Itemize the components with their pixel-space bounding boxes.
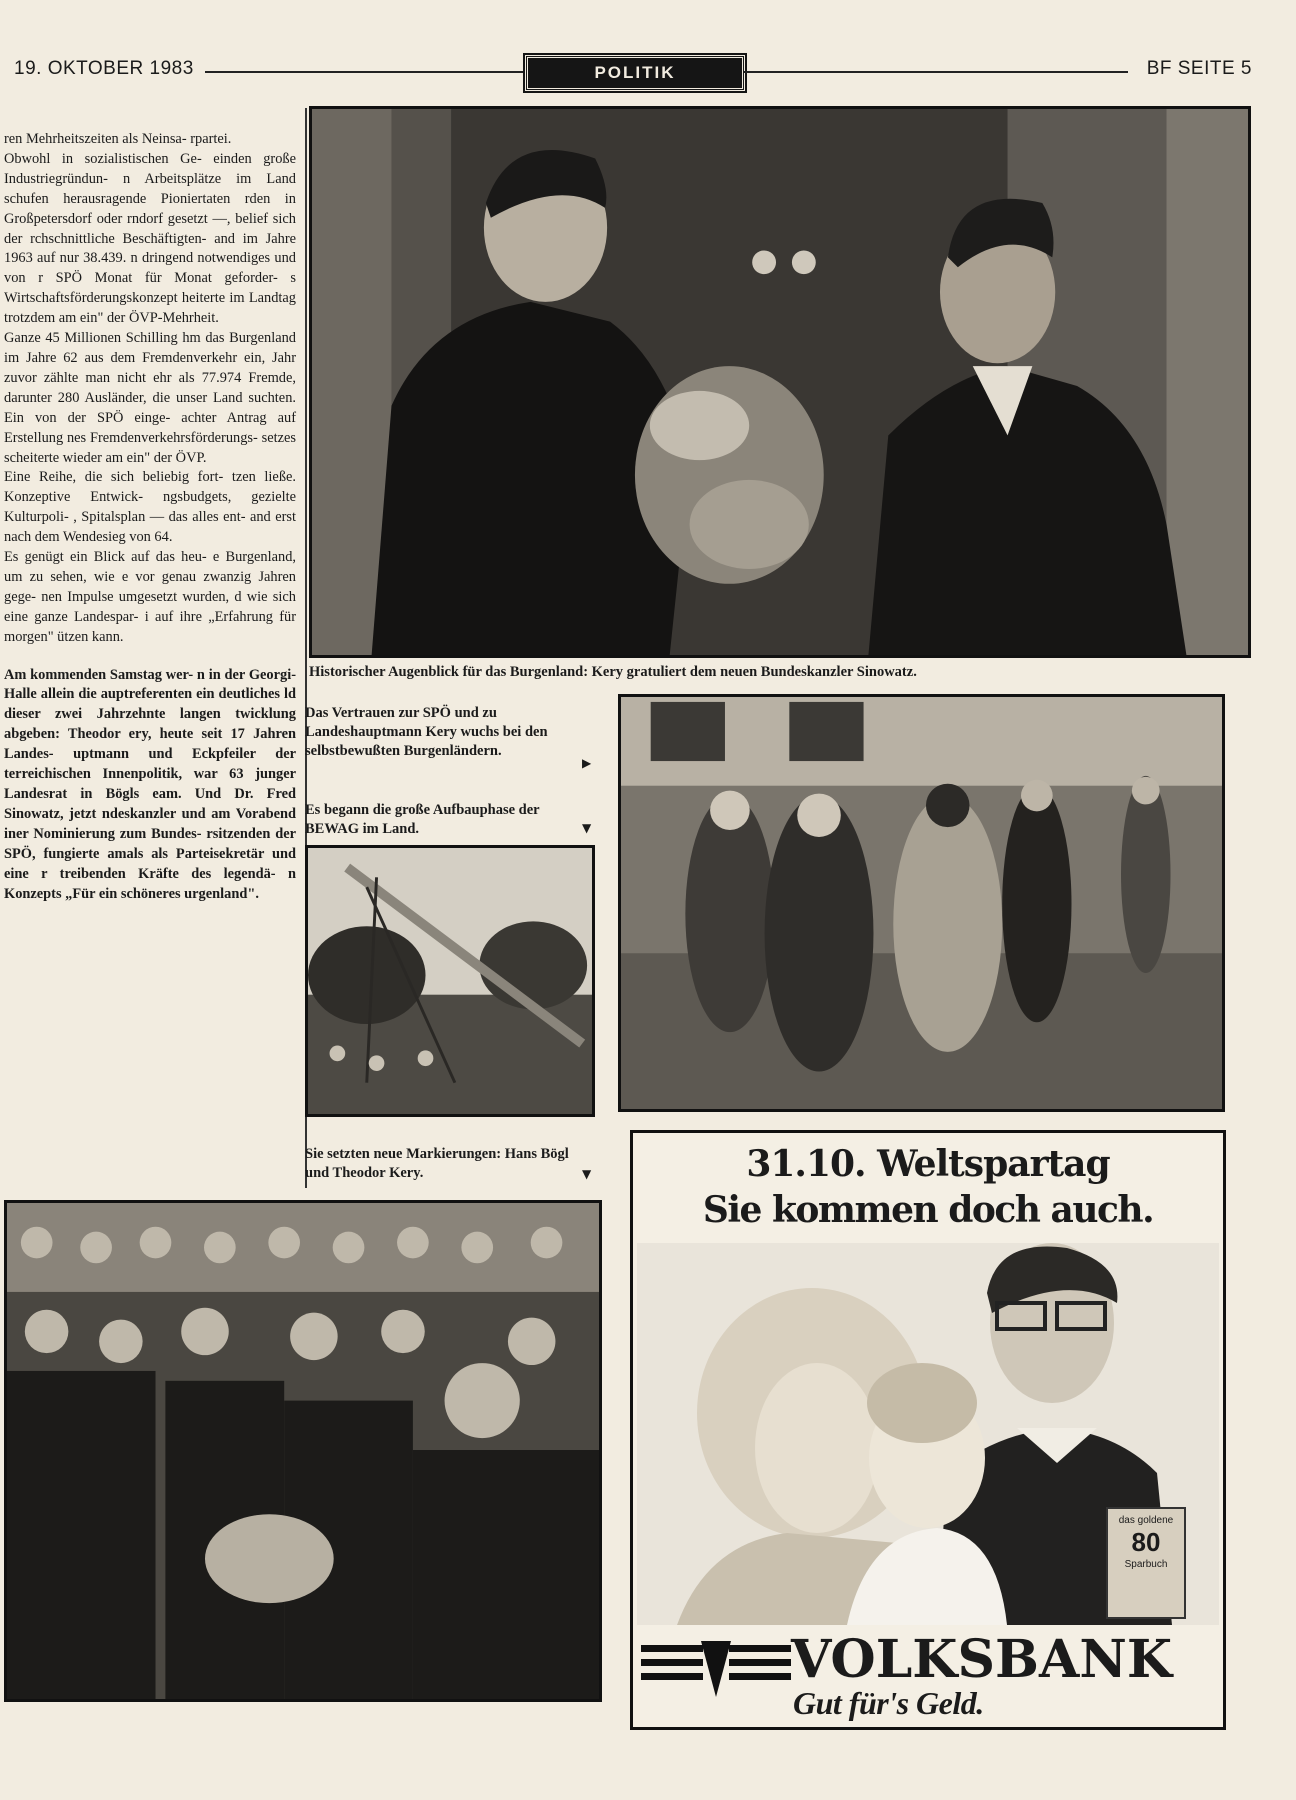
photo-crowd-women — [618, 694, 1225, 1112]
arrow-right-icon: ▶ — [582, 756, 592, 770]
article-paragraph: Es genügt ein Blick auf das heu- e Burgenland, um zu sehen, wie e vor genau zwanzig Jahren gege- nen Impulse umgesetzt wurden, d wie sich eine ganze Landespar- i auf ihre „Erfahrung für morgen" ützen kann. — [4, 549, 296, 645]
ad-brand-name: VOLKSBANK — [791, 1629, 1173, 1690]
ad-subheadline: Sie kommen doch auch. — [702, 1189, 1154, 1231]
article-paragraph: ren Mehrheitszeiten als Neinsa- rpartei. — [4, 131, 232, 147]
photo-power-pole — [305, 845, 595, 1117]
volksbank-logo-icon — [641, 1639, 791, 1697]
caption-trust: Das Vertrauen zur SPÖ und zu Landeshauptmann Kery wuchs bei den selbstbewußten Burgenländern. — [305, 705, 548, 759]
article-paragraph: Ganze 45 Millionen Schilling hm das Burgenland im Jahre 62 aus dem Fremdenverkehr ein, Jahr zuvor zählte man nicht ehr als 77.974 Fremde, darunter 280 Ausländer, die unser Land suchten. Ein von der SPÖ einge- achter Antrag auf Erstellung nes Fremdenverkehrsförderungs- setzes scheiterte wieder am ein" der ÖVP. — [4, 330, 296, 466]
volksbank-advertisement — [630, 1130, 1226, 1730]
photo-kery-sinowatz — [309, 106, 1251, 658]
booklet-label: Sparbuch — [1124, 1559, 1168, 1570]
arrow-down-icon: ▼ — [582, 1167, 592, 1181]
ad-headline: 31.10. Weltspartag — [746, 1143, 1110, 1185]
caption-markers: Sie setzten neue Markierungen: Hans Bögl und Theodor Kery. — [305, 1146, 569, 1181]
booklet-number: 80 — [1131, 1527, 1161, 1557]
arrow-down-icon: ▼ — [582, 821, 592, 835]
caption-top-photo: Historischer Augenblick für das Burgenland: Kery gratuliert dem neuen Bundeskanzler Sinowatz. — [309, 664, 917, 680]
article-column — [4, 130, 296, 904]
article-paragraph: Eine Reihe, die sich beliebig fort- tzen ließe. Konzeptive Entwick- ngsbudgets, gezielte Kulturpoli- , Spitalsplan — das alles ent- and erst nach dem Wendesieg von 64. — [4, 469, 296, 546]
issue-date: 19. OKTOBER 1983 — [14, 58, 194, 79]
page-number: BF SEITE 5 — [1146, 58, 1252, 79]
caption-bewag: Es begann die große Aufbauphase der BEWAG im Land. — [305, 802, 540, 837]
ad-slogan: Gut für's Geld. — [793, 1685, 984, 1721]
header-rule-left — [205, 71, 525, 73]
section-label: POLITIK — [525, 55, 745, 91]
ad-family-photo — [637, 1243, 1219, 1625]
photo-audience — [4, 1200, 602, 1702]
header-rule-right — [744, 71, 1128, 73]
article-paragraph-bold: Am kommenden Samstag wer- n in der Georgi-Halle allein die auptreferenten ein deutliches ld dieser zwei Jahrzehnte langen twicklung abgeben: Theodor ery, heute seit 17 Jahren Landes- uptmann und Eckpfeiler der terreichischen Innenpolitik, war 63 junger Landesrat in Bögls eam. Und Dr. Fred Sinowatz, jetzt ndeskanzler und am Vorabend iner Nominierung zum Bundes- rsitzenden der SPÖ, fungierte amals als Parteisekretär und eine r treibenden Kräfte des legendä- n Konzepts „Für ein schöneres urgenland". — [4, 666, 296, 902]
article-paragraph: Obwohl in sozialistischen Ge- einden große Industriegründun- n Arbeitsplätze im Land schufen herausragende Pioniertaten rden in Großpetersdorf oder rndorf gesetzt —, belief sich der rchschnittliche Beschäftigten- and im Jahre 1963 auf nur 38.439. n dringend notwendiges und von r SPÖ Monat für Monat geforder- s Wirtschaftsförderungskonzept heiterte im Landtag trotzdem am ein" der ÖVP-Mehrheit. — [4, 150, 296, 327]
booklet-label: das goldene — [1118, 1515, 1174, 1526]
